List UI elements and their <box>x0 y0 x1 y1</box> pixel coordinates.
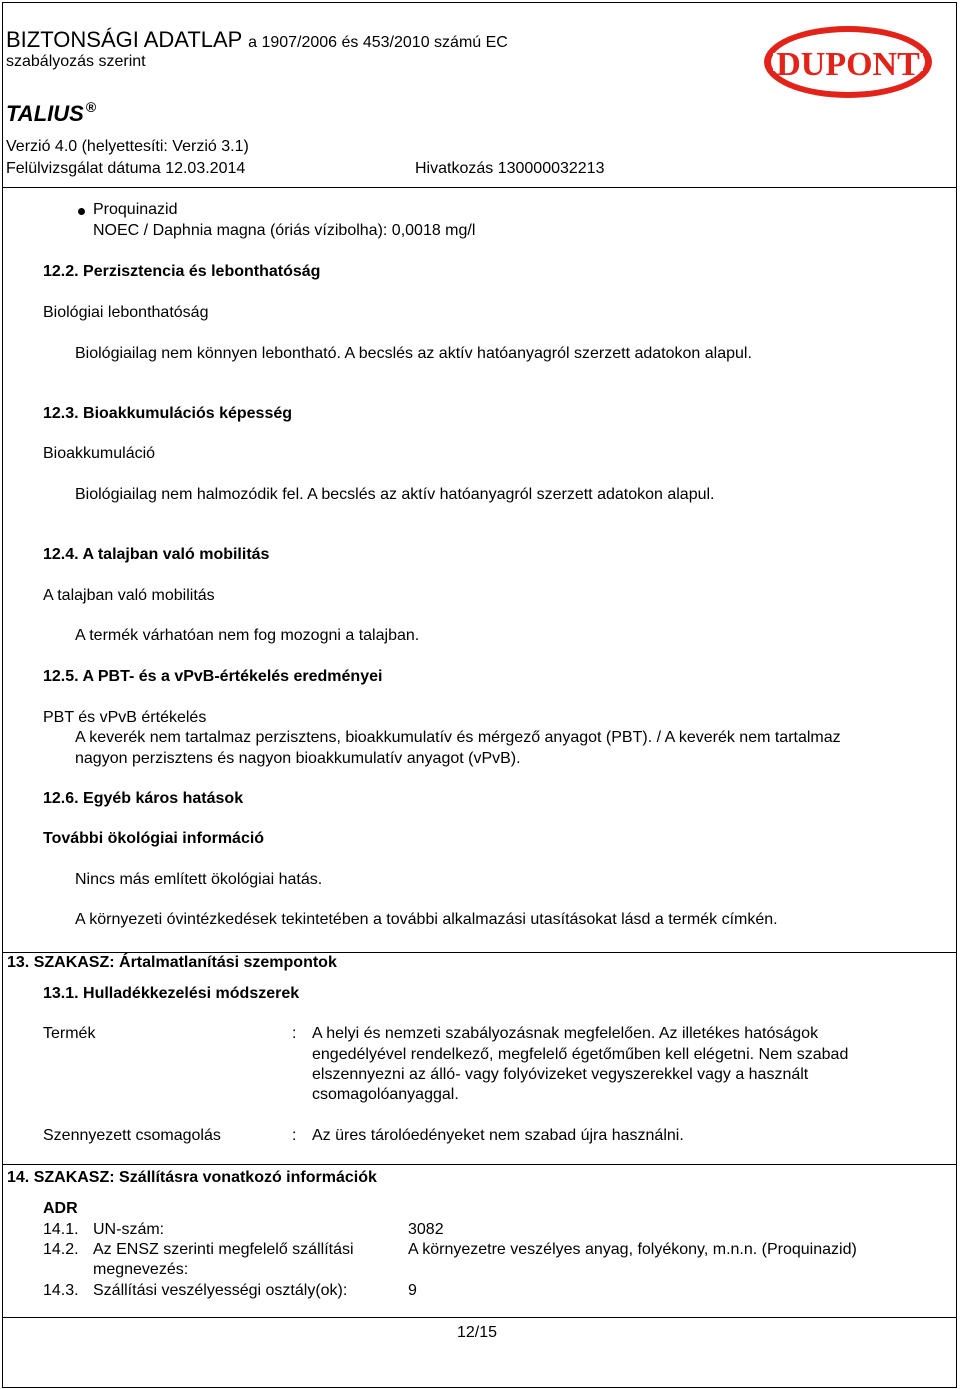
heading-13-1: 13.1. Hulladékkezelési módszerek <box>43 985 300 1002</box>
heading-12-6: 12.6. Egyéb káros hatások <box>43 790 244 807</box>
other-eco-text2: A környezeti óvintézkedések tekintetében a további alkalmazási utasításokat lásd a termék címkén. <box>75 911 778 928</box>
transport-num-14-2: 14.2. <box>43 1241 79 1258</box>
transport-num-14-3: 14.3. <box>43 1282 79 1299</box>
adr-label: ADR <box>43 1200 78 1217</box>
heading-12-2: 12.2. Perzisztencia és lebonthatóság <box>43 263 321 280</box>
header-divider <box>3 187 956 188</box>
doc-title-main: BIZTONSÁGI ADATLAP <box>6 27 242 52</box>
transport-label-14-1: UN-szám: <box>93 1221 165 1238</box>
pbt-text-line1: A keverék nem tartalmaz perzisztens, bioakkumulatív és mérgező anyagot (PBT). / A keverék nem tartalmaz <box>75 729 841 746</box>
other-eco-text1: Nincs más említett ökológiai hatás. <box>75 871 323 888</box>
page-number: 12/15 <box>457 1324 498 1341</box>
regulation-line1: a 1907/2006 és 453/2010 számú EC <box>248 34 508 51</box>
transport-label-14-3: Szállítási veszélyességi osztály(ok): <box>93 1282 348 1299</box>
version-line: Verzió 4.0 (helyettesíti: Verzió 3.1) <box>6 138 249 155</box>
product-name <box>6 99 96 127</box>
product-disposal-label: Termék <box>43 1025 96 1042</box>
product-disposal-line2: engedélyével rendelkező, megfelelő égetőműben kell elégetni. Nem szabad <box>312 1046 849 1063</box>
section-14-rule <box>3 1164 956 1165</box>
product-disposal-line1: A helyi és nemzeti szabályozásnak megfelelően. Az illetékes hatóságok <box>312 1025 819 1042</box>
transport-value-14-2: A környezetre veszélyes anyag, folyékony, m.n.n. (Proquinazid) <box>408 1241 857 1258</box>
transport-value-14-1: 3082 <box>408 1221 444 1238</box>
product-disposal-line4: csomagolóanyaggal. <box>312 1086 459 1103</box>
transport-label-14-2: Az ENSZ szerinti megfelelő szállítási <box>93 1241 354 1258</box>
dupont-logo <box>762 24 934 100</box>
packaging-text: Az üres tárolóedényeket nem szabad újra használni. <box>312 1127 684 1144</box>
product-disposal-line3: elszennyezni az álló- vagy folyóvizeket vegyszerekkel vagy a használt <box>312 1066 809 1083</box>
other-eco-label: További ökológiai információ <box>43 830 265 847</box>
bioaccumulation-text: Biológiailag nem halmozódik fel. A becslés az aktív hatóanyagról szerzett adatokon alapul. <box>75 486 715 503</box>
transport-value-14-3: 9 <box>408 1282 417 1299</box>
soil-mobility-text: A termék várhatóan nem fog mozogni a talajban. <box>75 627 420 644</box>
product-disposal-colon: : <box>292 1025 297 1042</box>
packaging-colon: : <box>292 1127 297 1144</box>
bullet-substance: Proquinazid <box>93 201 178 218</box>
biodegradation-label: Biológiai lebonthatóság <box>43 304 209 321</box>
bullet-icon <box>78 208 85 215</box>
footer-divider <box>3 1317 956 1318</box>
pbt-label: PBT és vPvB értékelés <box>43 709 207 726</box>
soil-mobility-label: A talajban való mobilitás <box>43 587 215 604</box>
transport-label-14-2-cont: megnevezés: <box>93 1261 189 1278</box>
biodegradation-text: Biológiailag nem könnyen lebontható. A becslés az aktív hatóanyagról szerzett adatokon alapul. <box>75 345 752 362</box>
section-13-title: 13. SZAKASZ: Ártalmatlanítási szempontok <box>7 954 337 971</box>
heading-12-3: 12.3. Bioakkumulációs képesség <box>43 405 293 422</box>
transport-num-14-1: 14.1. <box>43 1221 79 1238</box>
bioaccumulation-label: Bioakkumuláció <box>43 445 156 462</box>
bullet-noec-value: NOEC / Daphnia magna (óriás vízibolha): 0,0018 mg/l <box>93 222 476 239</box>
pbt-text-line2: nagyon perzisztens és nagyon bioakkumulatív anyagot (vPvB). <box>75 750 521 767</box>
registered-mark: ® <box>85 99 97 115</box>
heading-12-4: 12.4. A talajban való mobilitás <box>43 546 270 563</box>
product-name-text: TALIUS <box>6 101 84 126</box>
reference-number: Hivatkozás 130000032213 <box>415 160 605 177</box>
packaging-label: Szennyezett csomagolás <box>43 1127 221 1144</box>
section-14-title: 14. SZAKASZ: Szállításra vonatkozó információk <box>7 1169 377 1186</box>
heading-12-5: 12.5. A PBT- és a vPvB-értékelés eredményei <box>43 668 383 685</box>
regulation-line2: szabályozás szerint <box>6 53 146 70</box>
revision-date: Felülvizsgálat dátuma 12.03.2014 <box>6 160 246 177</box>
logo-wordmark: DUPONT <box>776 46 920 83</box>
